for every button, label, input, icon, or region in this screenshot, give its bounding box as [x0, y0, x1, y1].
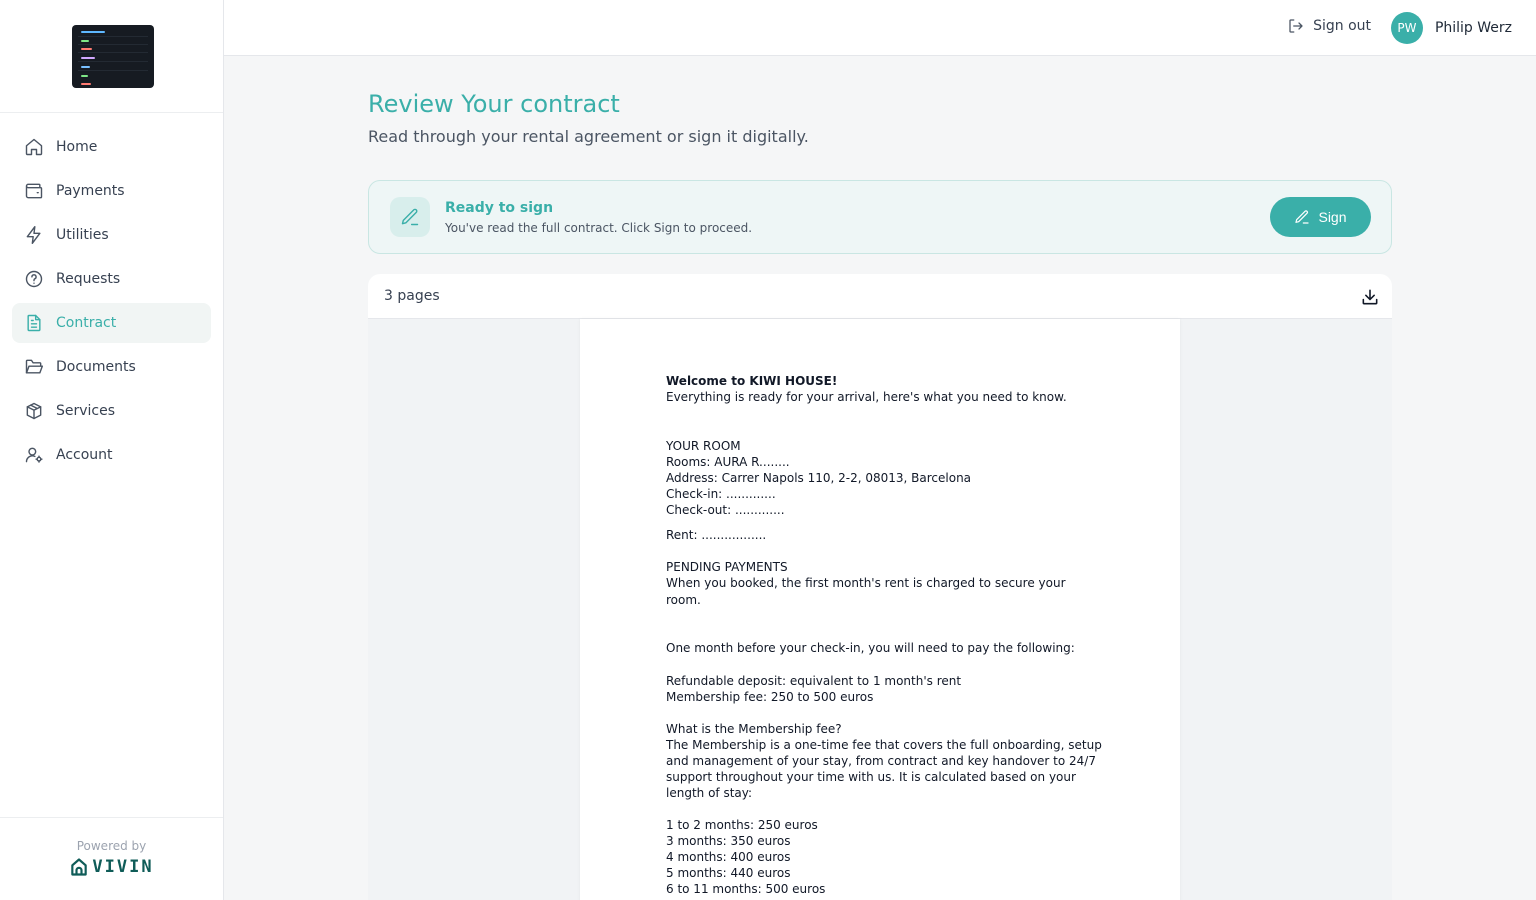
banner-description: You've read the full contract. Click Sign to proceed. [445, 221, 753, 235]
sidebar-item-label: Account [56, 447, 113, 463]
file-text-icon [24, 313, 44, 333]
folder-open-icon [24, 357, 44, 377]
doc-address: Address: Carrer Napols 110, 2-2, 08013, Barcelona [666, 471, 972, 485]
pen-icon [1294, 209, 1310, 225]
viewer-header [368, 274, 1392, 319]
doc-rooms: Rooms: AURA R........ [666, 455, 790, 469]
doc-check-in: Check-in: ............. [666, 487, 776, 501]
top-bar [224, 0, 1536, 56]
download-button[interactable] [1359, 286, 1381, 308]
sidebar-item-documents[interactable] [12, 347, 211, 387]
sidebar-item-utilities[interactable] [12, 215, 211, 255]
sidebar-nav [12, 127, 211, 479]
doc-pending-text: When you booked, the first month's rent is charged to secure your room. [666, 576, 1066, 607]
sidebar-item-payments[interactable] [12, 171, 211, 211]
sidebar-item-services[interactable] [12, 391, 211, 431]
doc-membership-question: What is the Membership fee? [666, 722, 842, 736]
wallet-icon [24, 181, 44, 201]
page-title: Review Your contract [368, 90, 620, 118]
doc-fee-line: 6 to 11 months: 500 euros [666, 882, 826, 896]
company-logo[interactable] [72, 25, 154, 88]
avatar: PW [1391, 12, 1423, 44]
doc-one-month-text: One month before your check-in, you will need to pay the following: [666, 641, 1075, 655]
sign-button-label: Sign [1318, 209, 1347, 225]
contract-page [580, 319, 1180, 900]
home-icon [24, 137, 44, 157]
doc-rent: Rent: ................. [666, 528, 767, 542]
sidebar-item-label: Services [56, 403, 116, 419]
house-logo-icon [69, 857, 89, 877]
user-menu[interactable] [1391, 12, 1512, 44]
user-name: Philip Werz [1434, 20, 1512, 36]
sidebar-item-label: Documents [56, 359, 136, 375]
user-settings-icon [24, 445, 44, 465]
powered-by-text: Powered by [76, 839, 147, 853]
logo-area [0, 0, 223, 113]
contract-text [666, 373, 1102, 897]
doc-room-heading: YOUR ROOM [666, 439, 741, 453]
sign-out-icon [1287, 17, 1305, 35]
page-count: 3 pages [384, 288, 440, 304]
sidebar-item-home[interactable] [12, 127, 211, 167]
powered-by-footer [0, 817, 223, 900]
package-icon [24, 401, 44, 421]
sidebar-item-requests[interactable] [12, 259, 211, 299]
sidebar-item-label: Contract [56, 315, 117, 331]
brand-name: VIVIN [92, 857, 154, 877]
doc-fee-line: 4 months: 400 euros [666, 850, 791, 864]
sidebar-item-label: Utilities [56, 227, 109, 243]
doc-fee-line: 1 to 2 months: 250 euros [666, 818, 818, 832]
sign-button[interactable] [1270, 197, 1371, 237]
sidebar-item-label: Requests [56, 271, 121, 287]
banner-title: Ready to sign [445, 200, 554, 216]
doc-welcome: Welcome to KIWI HOUSE! [666, 374, 838, 388]
sidebar-item-label: Home [56, 139, 98, 155]
sidebar-item-label: Payments [56, 183, 125, 199]
sidebar-item-account[interactable] [12, 435, 211, 475]
help-circle-icon [24, 269, 44, 289]
pen-icon [390, 197, 430, 237]
doc-deposit: Refundable deposit: equivalent to 1 month's rent [666, 674, 962, 688]
download-icon [1360, 287, 1380, 307]
ready-to-sign-banner [368, 180, 1392, 254]
sidebar-item-contract[interactable] [12, 303, 211, 343]
doc-membership-text: The Membership is a one-time fee that covers the full onboarding, setup and management of your stay, from contract and key handover to 24/7 support throughout your time with us. It is calculated based on your length of stay: [666, 738, 1102, 800]
doc-membership-fee: Membership fee: 250 to 500 euros [666, 690, 874, 704]
doc-check-out: Check-out: ............. [666, 503, 785, 517]
doc-fee-line: 5 months: 440 euros [666, 866, 791, 880]
contract-viewer[interactable] [368, 274, 1392, 900]
vivin-logo[interactable] [69, 857, 153, 877]
sign-out-label: Sign out [1313, 18, 1371, 34]
sign-out-button[interactable] [1287, 17, 1371, 35]
doc-pending-heading: PENDING PAYMENTS [666, 560, 788, 574]
doc-fee-line: 3 months: 350 euros [666, 834, 791, 848]
sidebar [0, 0, 224, 900]
doc-intro: Everything is ready for your arrival, here's what you need to know. [666, 390, 1067, 404]
page-subtitle: Read through your rental agreement or sign it digitally. [368, 127, 809, 146]
lightning-icon [24, 225, 44, 245]
